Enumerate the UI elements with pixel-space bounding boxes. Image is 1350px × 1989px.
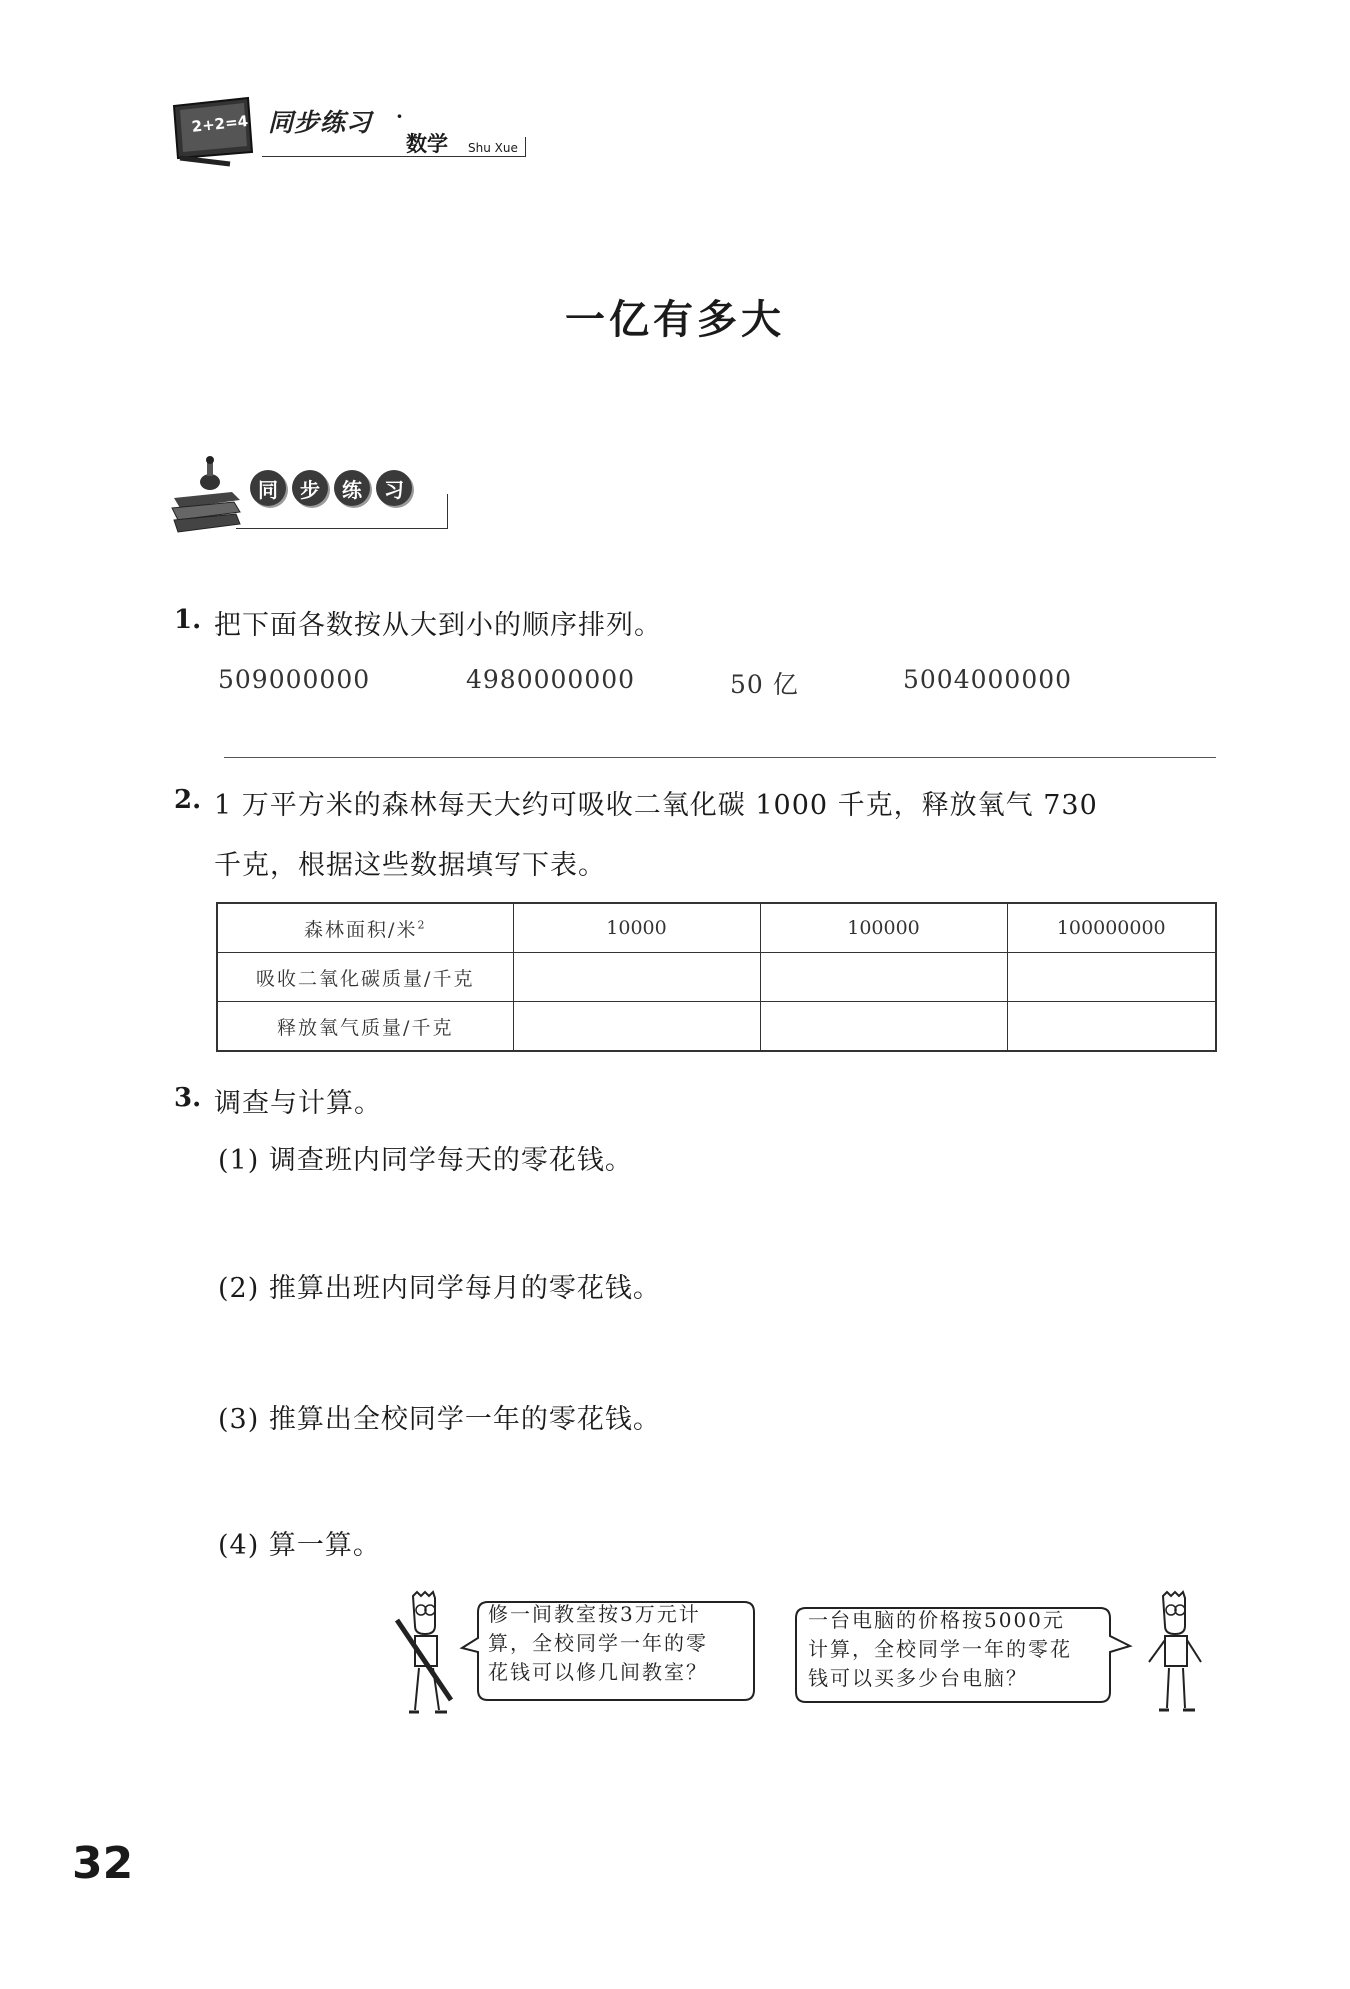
books-lamp-icon (170, 452, 244, 536)
q1-number-item: 4980000000 (466, 665, 636, 694)
q1-number-item: 5004000000 (903, 665, 1073, 694)
table-row-label: 吸收二氧化碳质量/千克 (217, 953, 513, 1002)
table-answer-cell[interactable] (1007, 1002, 1216, 1052)
table-column-header: 100000 (760, 903, 1007, 953)
banner-char: 习 (376, 470, 412, 506)
table-header-label: 森林面积/米$^2$ (217, 903, 513, 953)
cartoon-boy-icon (1135, 1590, 1215, 1720)
q3-sub3: (3) 推算出全校同学一年的零花钱。 (218, 1404, 661, 1435)
table-row (217, 1002, 1216, 1052)
q3-text: 调查与计算。 (214, 1088, 382, 1119)
cartoon-boy-pencil-icon (385, 1590, 465, 1720)
q1-text: 把下面各数按从大到小的顺序排列。 (214, 610, 662, 641)
table-answer-cell[interactable] (513, 953, 760, 1002)
banner-char: 同 (250, 470, 286, 506)
header-rule-end (525, 137, 526, 157)
table-column-header: 100000000 (1007, 903, 1216, 953)
table-answer-cell[interactable] (760, 953, 1007, 1002)
header-rule (262, 156, 526, 157)
table-column-header: 10000 (513, 903, 760, 953)
page-number: 32 (72, 1838, 134, 1889)
table-row (217, 953, 1216, 1002)
subject-pinyin: Shu Xue (468, 141, 518, 155)
q1-number-item: 50 亿 (730, 670, 799, 699)
table-answer-cell[interactable] (1007, 953, 1216, 1002)
q1-answer-line[interactable] (224, 757, 1216, 758)
table-answer-cell[interactable] (513, 1002, 760, 1052)
board-text: 2+2=4 (190, 112, 249, 136)
table-row-label: 释放氧气质量/千克 (217, 1002, 513, 1052)
q3-sub1: (1) 调查班内同学每天的零花钱。 (218, 1145, 633, 1176)
q1-number: 1. (174, 605, 202, 635)
page-title: 一亿有多大 (565, 297, 785, 343)
subject-label: 数学 (406, 132, 448, 156)
section-banner (250, 470, 412, 506)
table-answer-cell[interactable] (760, 1002, 1007, 1052)
bubble-right-text: 一台电脑的价格按5000元 计算，全校同学一年的零花 钱可以买多少台电脑？ (808, 1608, 1072, 1690)
q1-number-item: 509000000 (218, 665, 371, 694)
bubble-left-text: 修一间教室按3万元计 算，全校同学一年的零 花钱可以修几间教室？ (488, 1602, 708, 1684)
q2-number: 2. (174, 785, 202, 815)
q3-sub2: (2) 推算出班内同学每月的零花钱。 (218, 1273, 661, 1304)
banner-char: 练 (334, 470, 370, 506)
q2-text-line2: 千克，根据这些数据填写下表。 (214, 850, 606, 881)
header-dot: · (396, 104, 403, 128)
series-title: 同步练习 (268, 108, 373, 137)
q2-text-line1: 1 万平方米的森林每天大约可吸收二氧化碳 1000 千克，释放氧气 730 (214, 790, 1098, 821)
blackboard-icon (170, 92, 262, 170)
table-header-row (217, 903, 1216, 953)
section-rule-end (447, 494, 448, 529)
forest-data-table (216, 902, 1217, 1052)
banner-char: 步 (292, 470, 328, 506)
section-rule (236, 528, 448, 529)
q3-sub4: (4) 算一算。 (218, 1530, 381, 1561)
q3-number: 3. (174, 1083, 202, 1113)
